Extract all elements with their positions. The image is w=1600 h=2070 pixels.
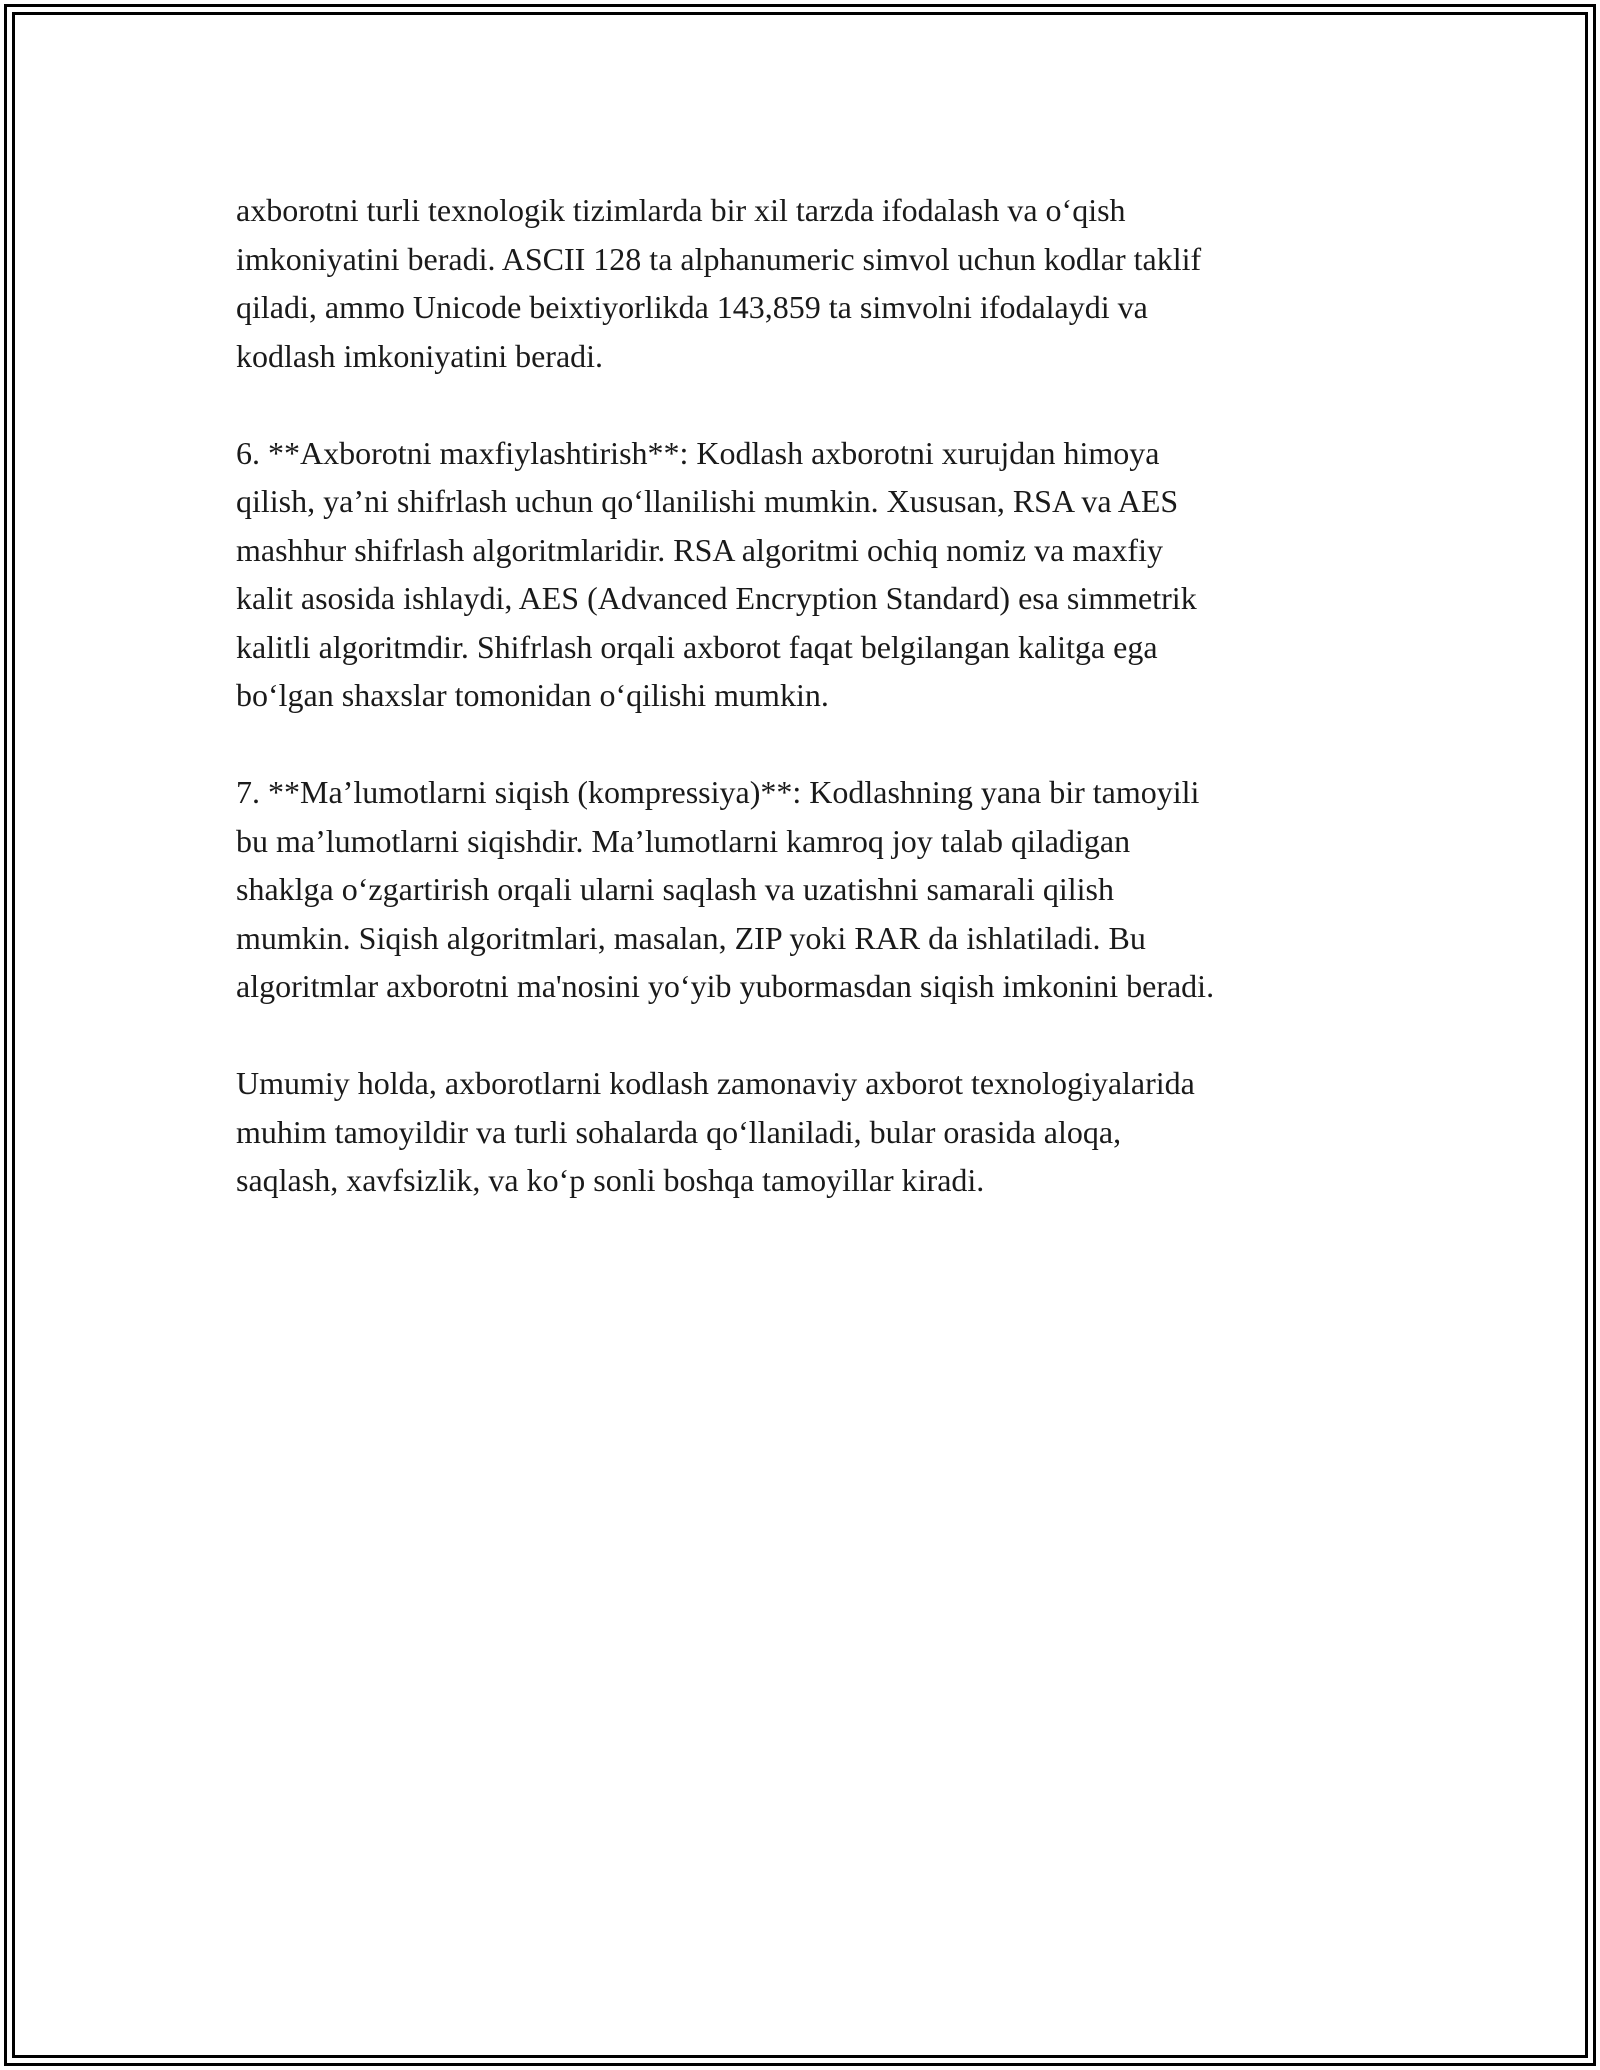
paragraph-encoding-standards: axborotni turli texnologik tizimlarda bir xil tarzda ifodalash va o‘qish imkoniyatini beradi. ASCII 128 ta alphanumeric simvol uchun kodlar taklif qiladi, ammo Unicode beixtiyorlikda 143,859 ta simvolni ifodalaydi va kodlash imkoniyatini beradi. — [236, 192, 1202, 374]
paragraph-compression: 7. **Ma’lumotlarni siqish (kompressiya)**: Kodlashning yana bir tamoyili bu ma’lumotlarni siqishdir. Ma’lumotlarni kamroq joy talab qiladigan shaklga o‘zgartirish orqali ularni saqlash va uzatishni samarali qilish mumkin. Siqish algoritmlari, masalan, ZIP yoki RAR da ishlatiladi. Bu algoritmlar axborotni ma'nosini yo‘yib yubormasdan siqish imkonini beradi. — [236, 774, 1215, 1004]
paragraph-conclusion: Umumiy holda, axborotlarni kodlash zamonaviy axborot texnologiyalarida muhim tamoyildir va turli sohalarda qo‘llaniladi, bular orasida aloqa, saqlash, xavfsizlik, va ko‘p sonli boshqa tamoyillar kiradi. — [236, 1065, 1195, 1198]
paragraph-encryption: 6. **Axborotni maxfiylashtirish**: Kodlash axborotni xurujdan himoya qilish, ya’ni shifrlash uchun qo‘llanilishi mumkin. Xususan, RSA va AES mashhur shifrlash algoritmlaridir. RSA algoritmi ochiq nomiz va maxfiy kalit asosida ishlaydi, AES (Advanced Encryption Standard) esa simmetrik kalitli algoritmdir. Shifrlash orqali axborot faqat belgilangan kalitga ega bo‘lgan shaxslar tomonidan o‘qilishi mumkin. — [236, 434, 1197, 713]
document-body — [236, 186, 1376, 1253]
